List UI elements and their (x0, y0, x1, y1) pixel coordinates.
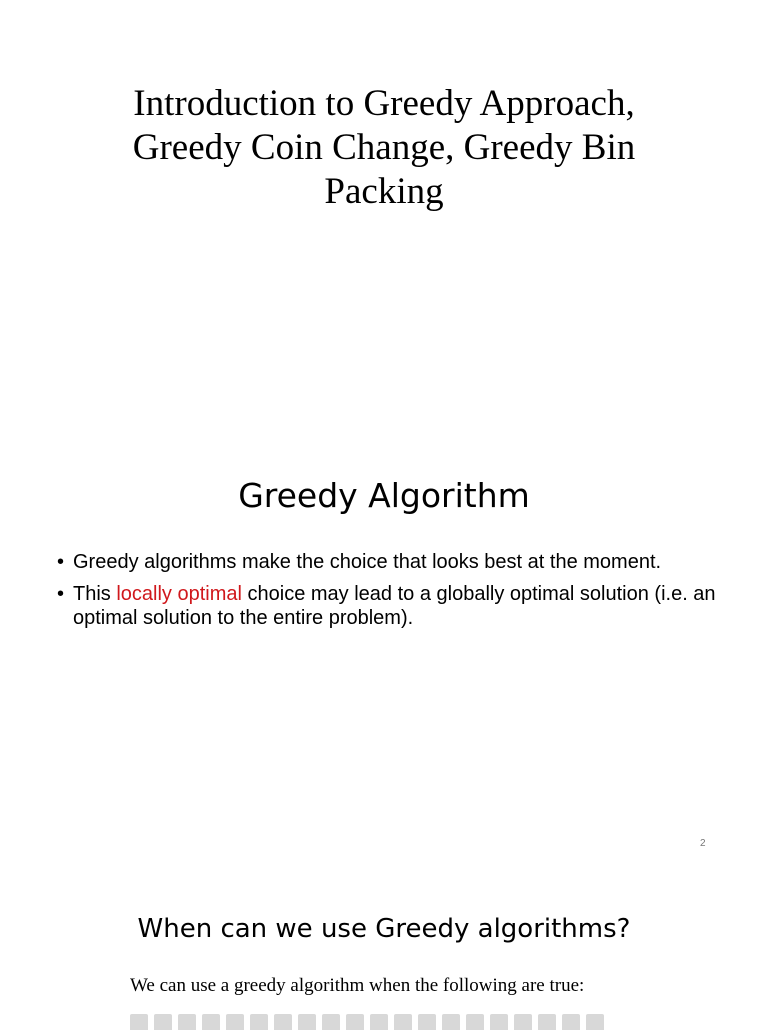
cut-off-glyph (418, 1014, 436, 1030)
slide3-title: When can we use Greedy algorithms? (137, 914, 631, 944)
cut-off-text-line (130, 1014, 630, 1030)
cut-off-glyph (250, 1014, 268, 1030)
cut-off-glyph (226, 1014, 244, 1030)
cut-off-glyph (274, 1014, 292, 1030)
bullet-list (57, 550, 737, 638)
cut-off-glyph (130, 1014, 148, 1030)
cut-off-glyph (370, 1014, 388, 1030)
bullet-item (57, 550, 737, 574)
bullet-text-prefix: This (73, 583, 117, 605)
cut-off-glyph (394, 1014, 412, 1030)
cut-off-glyph (202, 1014, 220, 1030)
slide-title-line-3: Packing (324, 171, 444, 212)
cut-off-glyph (538, 1014, 556, 1030)
slide-title (60, 82, 708, 214)
cut-off-glyph (466, 1014, 484, 1030)
cut-off-glyph (442, 1014, 460, 1030)
bullet-item (57, 582, 737, 630)
slide-title-line-1: Introduction to Greedy Approach, (133, 83, 635, 124)
cut-off-glyph (322, 1014, 340, 1030)
slide3-intro-text: We can use a greedy algorithm when the following are true: (130, 975, 585, 996)
cut-off-glyph (562, 1014, 580, 1030)
cut-off-glyph (298, 1014, 316, 1030)
bullet-text: Greedy algorithms make the choice that looks best at the moment. (73, 551, 662, 573)
page-number: 2 (700, 838, 706, 849)
bullet-dot: • (57, 551, 65, 573)
slide2-title: Greedy Algorithm (238, 476, 530, 515)
bullet-text-suffix: choice may lead to a globally optimal solution (i.e. an optimal solution to the entire problem). (73, 583, 716, 629)
cut-off-glyph (514, 1014, 532, 1030)
cut-off-glyph (178, 1014, 196, 1030)
cut-off-glyph (346, 1014, 364, 1030)
slide-title-line-2: Greedy Coin Change, Greedy Bin (132, 127, 636, 168)
cut-off-glyph (586, 1014, 604, 1030)
bullet-dot: • (57, 583, 65, 605)
cut-off-glyph (154, 1014, 172, 1030)
cut-off-glyph (490, 1014, 508, 1030)
highlight-text: locally optimal (116, 583, 242, 605)
